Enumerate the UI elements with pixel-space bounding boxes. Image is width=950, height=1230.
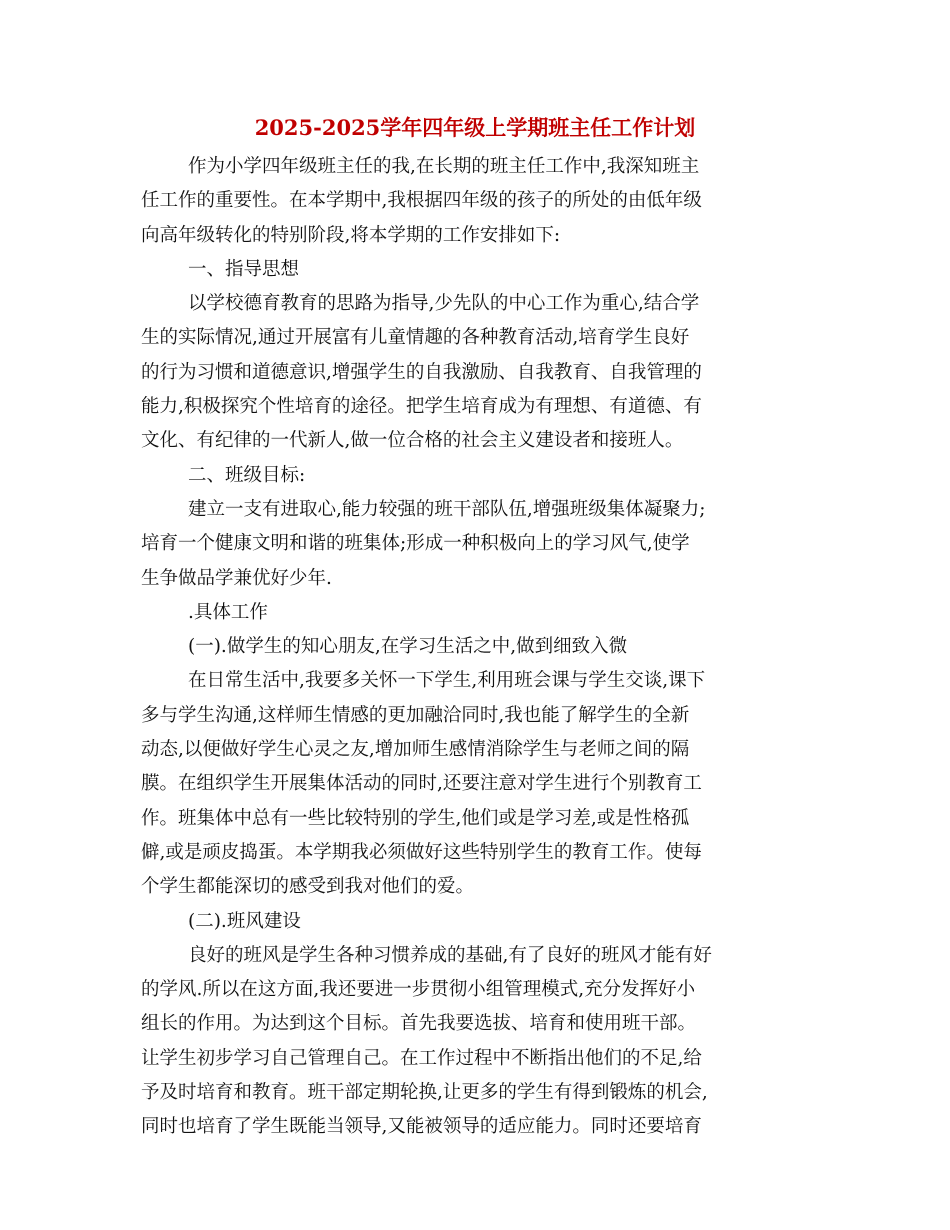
- text-line: 作。班集体中总有一些比较特别的学生,他们或是学习差,或是性格孤: [141, 807, 690, 829]
- document-title: 2025-2025学年四年级上学期班主任工作计划: [254, 115, 696, 140]
- text-line: (二).班风建设: [188, 910, 301, 932]
- text-line: 同时也培育了学生既能当领导,又能被领导的适应能力。同时还要培育: [141, 1116, 702, 1138]
- text-line: 僻,或是顽皮捣蛋。本学期我必须做好这些特别学生的教育工作。使每: [141, 841, 702, 863]
- text-line: 任工作的重要性。在本学期中,我根据四年级的孩子的所处的由低年级: [141, 190, 702, 212]
- document-body: [141, 150, 811, 1145]
- text-line: 的学风.所以在这方面,我还要进一步贯彻小组管理模式,充分发挥好小: [141, 979, 696, 1001]
- text-line: 能力,积极探究个性培育的途径。把学生培育成为有理想、有道德、有: [141, 396, 702, 418]
- text-line: 生争做品学兼优好少年.: [141, 567, 332, 589]
- text-line: 生的实际情况,通过开展富有儿童情趣的各种教育活动,培育学生良好: [141, 327, 690, 349]
- text-line: 个学生都能深切的感受到我对他们的爱。: [141, 876, 475, 898]
- text-line: 膜。在组织学生开展集体活动的同时,还要注意对学生进行个别教育工: [141, 773, 702, 795]
- text-line: 一、指导思想: [188, 258, 300, 280]
- text-line: 组长的作用。为达到这个目标。首先我要选拔、培育和使用班干部。: [141, 1013, 697, 1035]
- text-line: 向高年级转化的特别阶段,将本学期的工作安排如下:: [141, 224, 561, 246]
- text-line: 多与学生沟通,这样师生情感的更加融洽同时,我也能了解学生的全新: [141, 704, 690, 726]
- text-line: 建立一支有进取心,能力较强的班干部队伍,增强班级集体凝聚力;: [188, 498, 706, 520]
- text-line: 作为小学四年级班主任的我,在长期的班主任工作中,我深知班主: [188, 156, 700, 177]
- text-line: 培育一个健康文明和谐的班集体;形成一种积极向上的学习风气,使学: [141, 533, 690, 555]
- text-line: (一).做学生的知心朋友,在学习生活之中,做到细致入微: [188, 636, 628, 658]
- text-line: 动态,以便做好学生心灵之友,增加师生感情消除学生与老师之间的隔: [141, 739, 690, 761]
- text-line: 让学生初步学习自己管理自己。在工作过程中不断指出他们的不足,给: [141, 1047, 702, 1069]
- text-line: 的行为习惯和道德意识,增强学生的自我激励、自我教育、自我管理的: [141, 361, 702, 383]
- text-line: 文化、有纪律的一代新人,做一位合格的社会主义建设者和接班人。: [141, 430, 684, 452]
- text-line: 予及时培育和教育。班干部定期轮换,让更多的学生有得到锻炼的机会,: [141, 1082, 708, 1104]
- text-line: 在日常生活中,我要多关怀一下学生,利用班会课与学生交谈,课下: [188, 670, 706, 692]
- text-line: 二、班级目标:: [188, 464, 306, 486]
- text-line: .具体工作: [188, 601, 268, 623]
- text-line: 良好的班风是学生各种习惯养成的基础,有了良好的班风才能有好: [188, 944, 712, 966]
- text-line: 以学校德育教育的思路为指导,少先队的中心工作为重心,结合学: [188, 293, 700, 315]
